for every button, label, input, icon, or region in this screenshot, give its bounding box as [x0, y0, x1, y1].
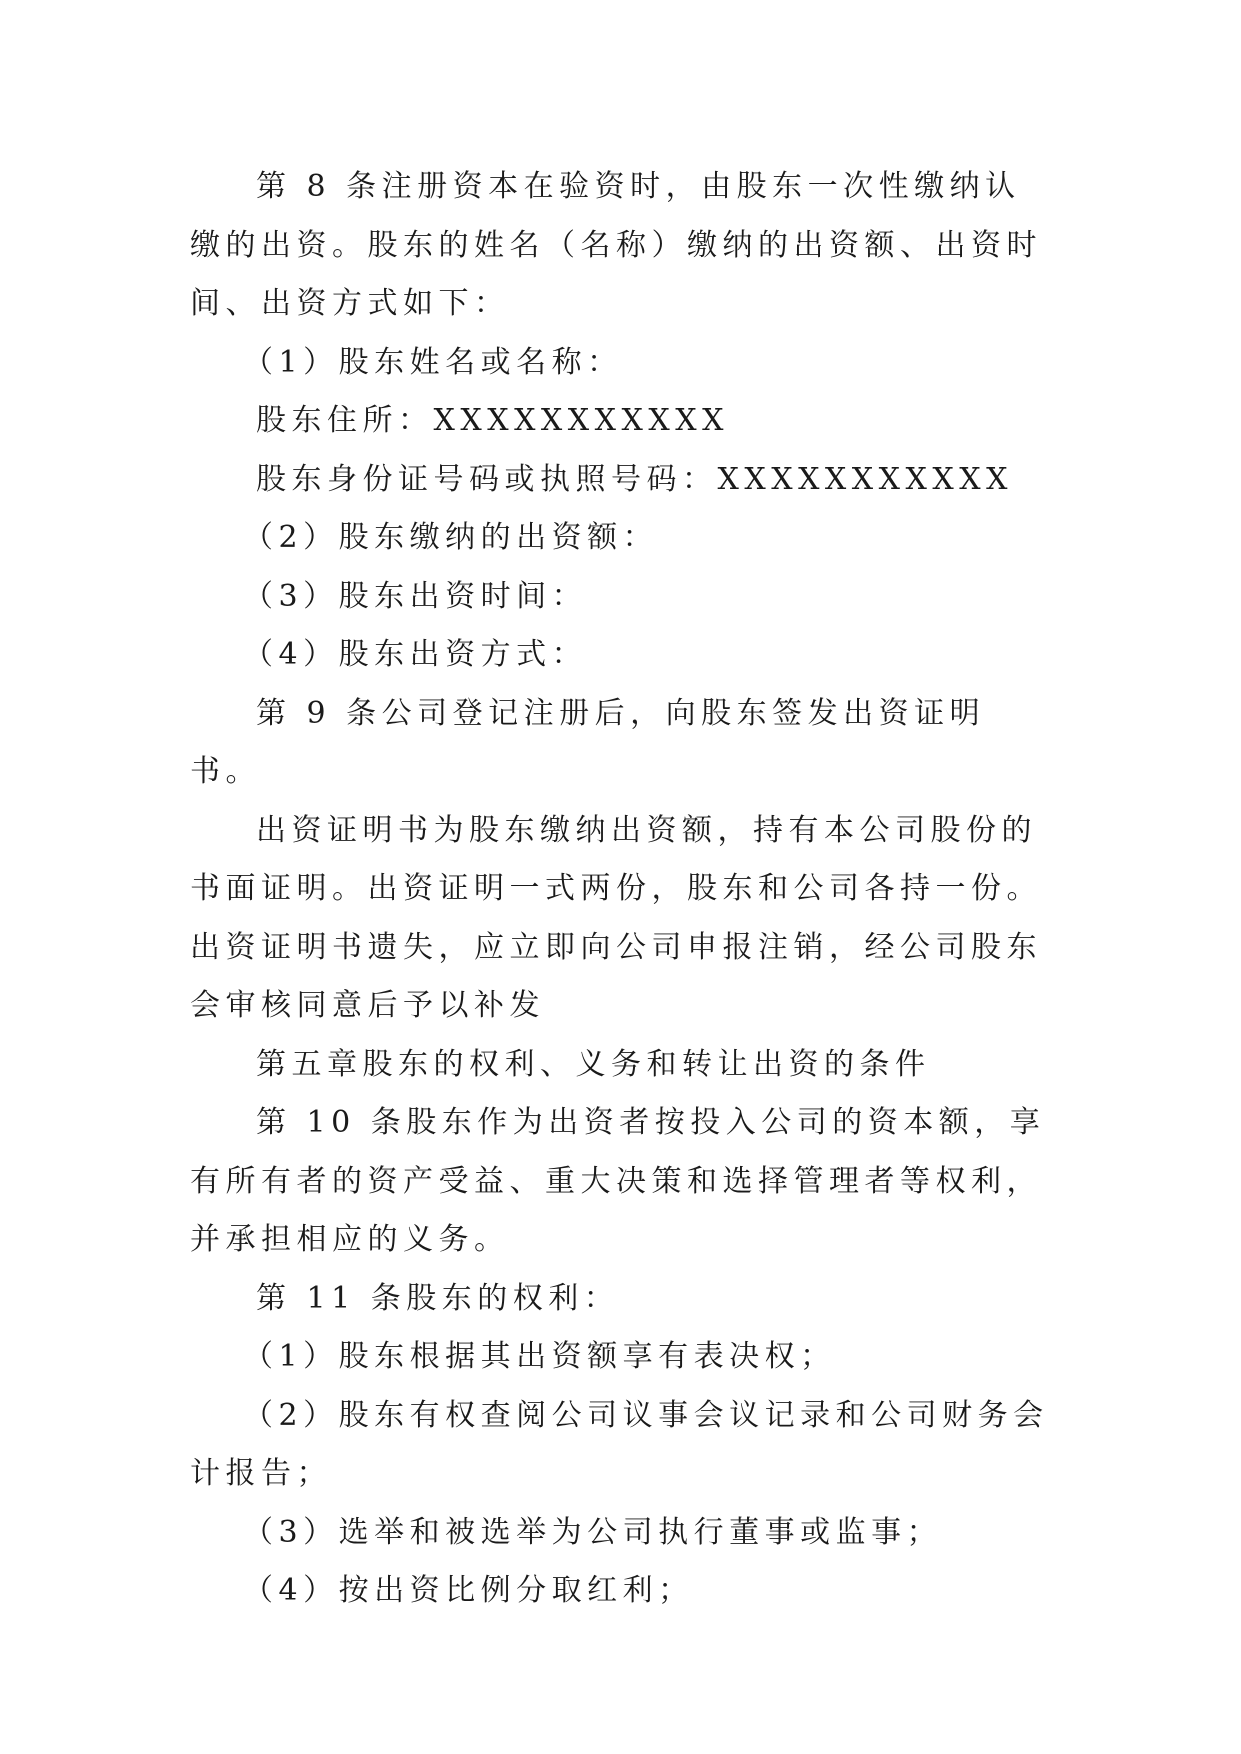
document-body — [190, 158, 1052, 1621]
article-11-heading: 第 11 条股东的权利： — [256, 1280, 620, 1316]
shareholder-address-line: 股东住所：XXXXXXXXXXX — [256, 403, 729, 438]
article-10-paragraph: 第 10 条股东作为出资者按投入公司的资本额，享有所有者的资产受益、重大决策和选择管理者等权利，并承担相应的义务。 — [190, 1105, 1046, 1257]
list-item-shareholder-name: （1）股东姓名或名称： — [243, 344, 623, 380]
list-item-dividend-right: （4）按出资比例分取红利； — [243, 1573, 694, 1608]
shareholder-id-line: 股东身份证号码或执照号码：XXXXXXXXXXX — [256, 461, 1013, 497]
list-item-contribution-amount: （2）股东缴纳的出资额： — [243, 520, 659, 555]
list-item-contribution-time: （3）股东出资时间： — [243, 578, 588, 614]
chapter-5-heading: 第五章股东的权利、义务和转让出资的条件 — [256, 1046, 931, 1082]
list-item-contribution-method: （4）股东出资方式： — [243, 637, 588, 672]
list-item-election-right: （3）选举和被选举为公司执行董事或监事； — [243, 1514, 943, 1550]
list-item-inspection-right: （2）股东有权查阅公司议事会议记录和公司财务会计报告； — [190, 1397, 1049, 1491]
list-item-voting-right: （1）股东根据其出资额享有表决权； — [243, 1339, 836, 1374]
capital-certificate-paragraph: 出资证明书为股东缴纳出资额，持有本公司股份的书面证明。出资证明一式两份，股东和公司各持一份。出资证明书遗失，应立即向公司申报注销，经公司股东会审核同意后予以补发 — [190, 812, 1042, 1023]
article-9-paragraph: 第 9 条公司登记注册后，向股东签发出资证明书。 — [190, 695, 986, 789]
article-8-paragraph: 第 8 条注册资本在验资时，由股东一次性缴纳认缴的出资。股东的姓名（名称）缴纳的出资额、出资时间、出资方式如下： — [190, 169, 1042, 321]
